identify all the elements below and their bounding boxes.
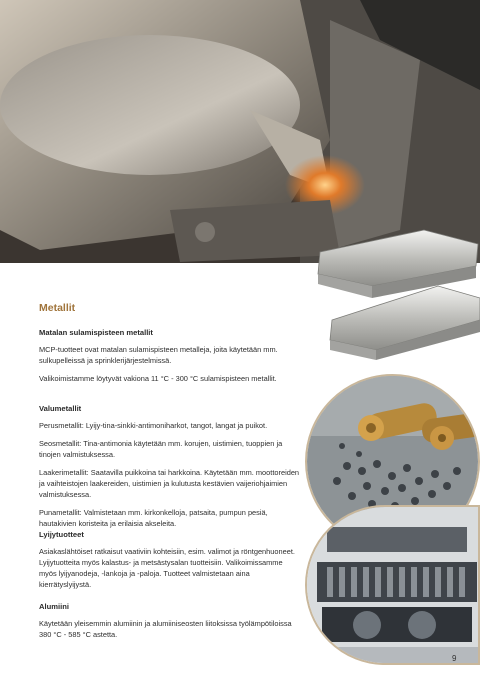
block-heading: Lyijytuotteet <box>39 530 84 539</box>
block-paragraph: Perusmetallit: Lyijy-tina-sinkki-antimoniharkot, tangot, langat ja puikot. <box>39 421 268 430</box>
page-number: 9 <box>452 654 457 663</box>
block-heading: Matalan sulamispisteen metallit <box>39 328 153 337</box>
block-paragraph: Laakerimetallit: Saatavilla puikkoina tai harkkoina. Käytetään mm. moottoreiden ja vaihteistojen laakereiden, uistimien ja kulutusta kestävien vaijeriohjaimien valmistuksessa. <box>39 468 300 499</box>
block-matalan-sulamispisteen <box>39 328 301 384</box>
ingots-image <box>316 222 480 362</box>
block-paragraph: Asiakaslähtöiset ratkaisut vaativiin kohteisiin, esim. valimot ja röntgenhuoneet. Lyijytuotteita myös kalastus- ja metsästysalan tuotteisiin. Valikoimissamme myös lyijyanodeja, -lankoja ja -paloja. Tuotteet valmistetaan aina kierrätyslyijystä. <box>39 547 295 589</box>
block-heading: Alumiini <box>39 602 69 611</box>
block-heading: Valumetallit <box>39 404 82 413</box>
block-paragraph: Valikoimistamme löytyvät vakiona 11 °C - 300 °C sulamispisteen metallit. <box>39 374 277 383</box>
section-title: Metallit <box>39 302 76 314</box>
block-paragraph: MCP-tuotteet ovat matalan sulamispisteen metalleja, joita käytetään mm. sulkupelleissä ja sprinklerijärjestelmissä. <box>39 345 278 365</box>
machinery-illustration <box>307 507 480 665</box>
block-alumiini <box>39 602 301 640</box>
block-paragraph: Käytetään yleisemmin alumiinin ja alumiiniseosten liitoksissa työlämpötiloissa 380 °C - 585 °C astetta. <box>39 619 292 639</box>
machinery-image <box>305 505 480 665</box>
block-valumetallit <box>39 404 301 529</box>
block-paragraph: Punametallit: Valmistetaan mm. kirkonkelloja, patsaita, pumpun pesiä, hautakivien koristeita ja erilaisia akseleita. <box>39 508 268 528</box>
block-lyijytuotteet <box>39 530 301 590</box>
block-paragraph: Seosmetallit: Tina-antimonia käytetään mm. korujen, uistimien, tuoppien ja tinojen valmistuksessa. <box>39 439 283 459</box>
